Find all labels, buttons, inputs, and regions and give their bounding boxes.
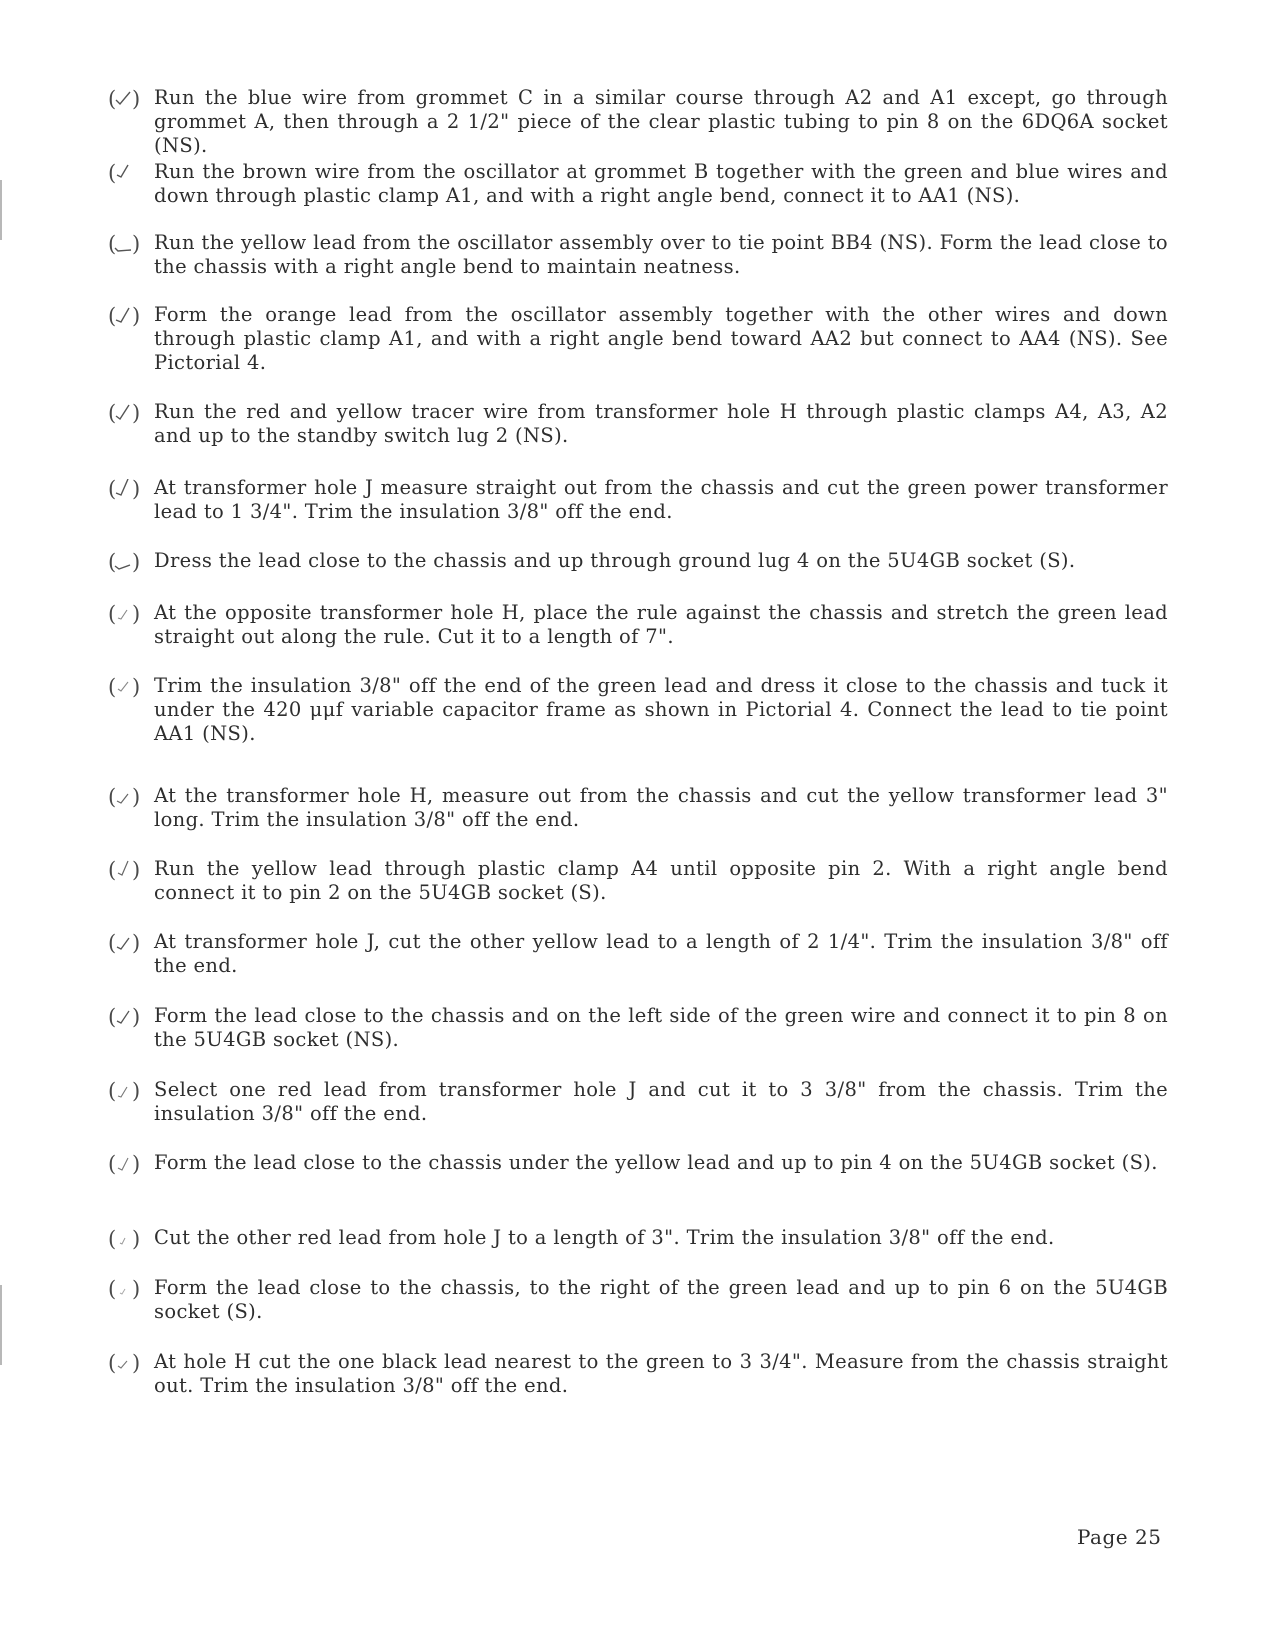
check-mark-icon xyxy=(113,234,133,254)
instruction-step xyxy=(108,601,1168,649)
check-mark-icon xyxy=(113,479,133,499)
step-text: Form the lead close to the chassis, to the right of the green lead and up to pin 6 on the 5U4GB socket (S). xyxy=(154,1276,1168,1323)
checkbox[interactable]: ( ) xyxy=(108,785,141,809)
instruction-step xyxy=(108,1151,1168,1177)
step-text: Form the lead close to the chassis under the yellow lead and up to pin 4 on the 5U4GB socket (S). xyxy=(154,1151,1158,1174)
check-mark-icon xyxy=(113,163,133,183)
check-mark-icon xyxy=(113,1229,133,1249)
check-mark-icon xyxy=(113,403,133,423)
instruction-step xyxy=(108,1226,1168,1252)
instruction-step xyxy=(108,1276,1168,1324)
check-mark-icon xyxy=(113,787,133,807)
instruction-step xyxy=(108,1350,1168,1398)
step-text: Run the yellow lead from the oscillator assembly over to tie point BB4 (NS). Form the lead close to the chassis with a right angle bend to maintain neatness. xyxy=(154,231,1168,278)
step-text: Run the red and yellow tracer wire from transformer hole H through plastic clamps A4, A3, A2 and up to the standby switch lug 2 (NS). xyxy=(154,400,1168,447)
step-text: Trim the insulation 3/8" off the end of the green lead and dress it close to the chassis and tuck it under the 420 μμf variable capacitor frame as shown in Pictorial 4. Connect the lead to tie point AA1 (NS). xyxy=(154,674,1168,745)
checkbox[interactable]: ( ) xyxy=(108,304,141,328)
scan-edge-mark xyxy=(0,180,2,240)
checkbox[interactable]: ( ) xyxy=(108,931,141,955)
checkbox[interactable]: ( ) xyxy=(108,602,141,626)
checkbox[interactable]: ( ) xyxy=(108,675,141,699)
instruction-step xyxy=(108,476,1168,524)
step-text: At transformer hole J, cut the other yellow lead to a length of 2 1/4". Trim the insulation 3/8" off the end. xyxy=(154,930,1168,977)
page-number: Page 25 xyxy=(1077,1525,1162,1549)
instruction-step xyxy=(108,1078,1168,1126)
instruction-step xyxy=(108,231,1168,279)
step-text: Cut the other red lead from hole J to a length of 3". Trim the insulation 3/8" off the end. xyxy=(154,1226,1055,1249)
instruction-step xyxy=(108,674,1168,746)
step-text: Form the lead close to the chassis and on the left side of the green wire and connect it to pin 8 on the 5U4GB socket (NS). xyxy=(154,1004,1168,1051)
instruction-step xyxy=(108,930,1168,978)
check-mark-icon xyxy=(113,306,133,326)
step-text: Run the brown wire from the oscillator at grommet B together with the green and blue wires and down through plastic clamp A1, and with a right angle bend, connect it to AA1 (NS). xyxy=(154,160,1168,207)
checkbox[interactable]: ( ) xyxy=(108,1351,141,1375)
step-text: At the opposite transformer hole H, place the rule against the chassis and stretch the green lead straight out along the rule. Cut it to a length of 7". xyxy=(154,601,1168,648)
check-mark-icon xyxy=(113,604,133,624)
checkbox[interactable]: ( ) xyxy=(108,550,141,574)
step-text: Run the blue wire from grommet C in a similar course through A2 and A1 except, go through grommet A, then through a 2 1/2" piece of the clear plastic tubing to pin 8 on the 6DQ6A socket (NS). xyxy=(154,86,1168,157)
step-text: At the transformer hole H, measure out from the chassis and cut the yellow transformer lead 3" long. Trim the insulation 3/8" off the end. xyxy=(154,784,1168,831)
check-mark-icon xyxy=(113,1081,133,1101)
step-text: At hole H cut the one black lead nearest to the green to 3 3/4". Measure from the chassis straight out. Trim the insulation 3/8" off the end. xyxy=(154,1350,1168,1397)
checkbox[interactable]: ( ) xyxy=(108,1277,141,1301)
step-text: Dress the lead close to the chassis and up through ground lug 4 on the 5U4GB socket (S). xyxy=(154,549,1076,572)
check-mark-icon xyxy=(113,1007,133,1027)
instruction-step xyxy=(108,86,1168,158)
checkbox[interactable]: ( ) xyxy=(108,1152,141,1176)
checkbox[interactable]: ( ) xyxy=(108,1005,141,1029)
instruction-step xyxy=(108,303,1168,375)
check-mark-icon xyxy=(113,677,133,697)
check-mark-icon xyxy=(113,552,133,572)
instruction-step xyxy=(108,160,1168,208)
checkbox[interactable]: ( ) xyxy=(108,858,141,882)
check-mark-icon xyxy=(113,1353,133,1373)
checkbox[interactable]: ( ) xyxy=(108,87,141,111)
checkbox[interactable]: ( ) xyxy=(108,401,141,425)
step-text: Select one red lead from transformer hole J and cut it to 3 3/8" from the chassis. Trim the insulation 3/8" off the end. xyxy=(154,1078,1168,1125)
instruction-step xyxy=(108,400,1168,448)
checkbox[interactable]: ( ) xyxy=(108,232,141,256)
instruction-step xyxy=(108,784,1168,832)
checkbox[interactable]: ( ) xyxy=(108,1227,141,1251)
check-mark-icon xyxy=(113,89,133,109)
checkbox[interactable]: ( ) xyxy=(108,477,141,501)
step-text: At transformer hole J measure straight out from the chassis and cut the green power transformer lead to 1 3/4". Trim the insulation 3/8" off the end. xyxy=(154,476,1168,523)
scan-edge-mark xyxy=(0,1285,2,1365)
instruction-step xyxy=(108,549,1168,575)
checkbox[interactable]: ( xyxy=(108,160,154,186)
step-text: Form the orange lead from the oscillator assembly together with the other wires and down through plastic clamp A1, and with a right angle bend toward AA2 but connect to AA4 (NS). See Pictorial 4. xyxy=(154,303,1168,374)
check-mark-icon xyxy=(113,860,133,880)
check-mark-icon xyxy=(113,1279,133,1299)
check-mark-icon xyxy=(113,1154,133,1174)
check-mark-icon xyxy=(113,933,133,953)
instruction-step xyxy=(108,1004,1168,1052)
instruction-step xyxy=(108,857,1168,905)
step-text: Run the yellow lead through plastic clamp A4 until opposite pin 2. With a right angle bend connect it to pin 2 on the 5U4GB socket (S). xyxy=(154,857,1168,904)
checkbox[interactable]: ( ) xyxy=(108,1079,141,1103)
